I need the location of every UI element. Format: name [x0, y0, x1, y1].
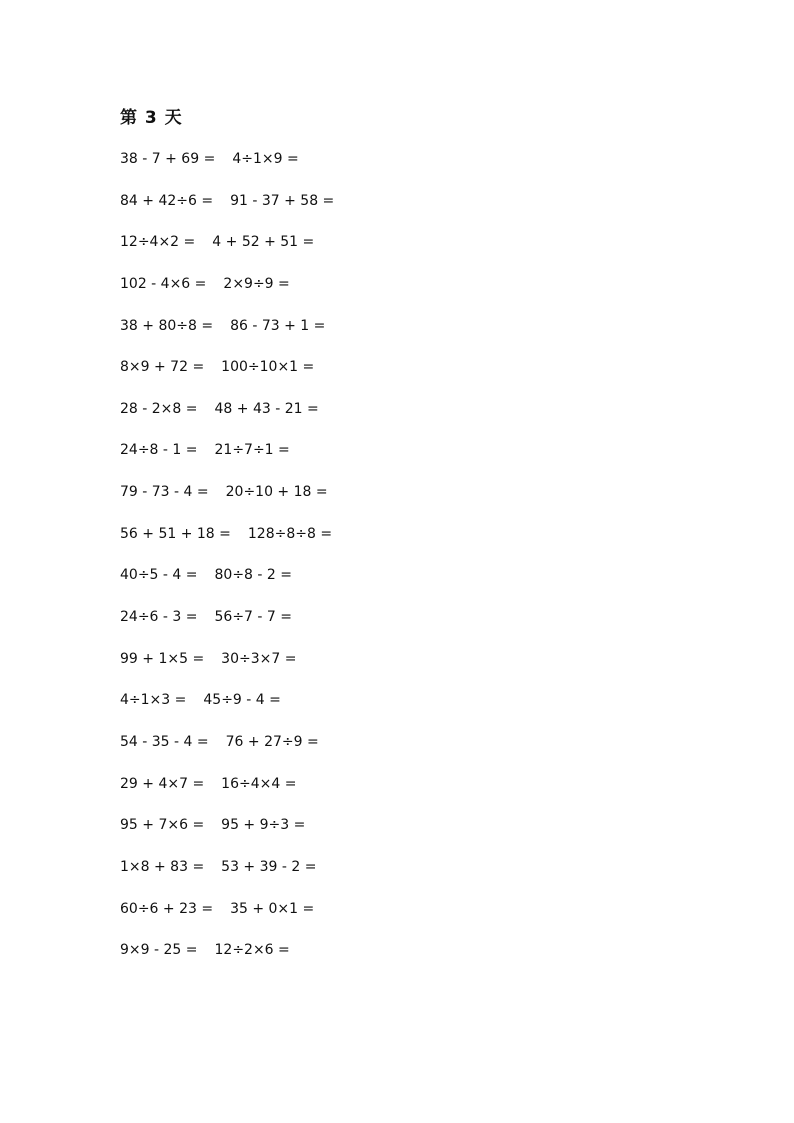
- arithmetic-problem: 29 + 4×7 =: [120, 775, 205, 792]
- arithmetic-problem: 76 + 27÷9 =: [225, 733, 319, 750]
- arithmetic-problem: 80÷8 - 2 =: [214, 567, 292, 584]
- problem-row: [120, 606, 720, 648]
- problem-row: [120, 148, 720, 190]
- arithmetic-problem: 9×9 - 25 =: [120, 942, 198, 959]
- problem-list: [120, 148, 720, 981]
- problem-row: [120, 564, 720, 606]
- problem-row: [120, 648, 720, 690]
- page-title: 第 3 天: [120, 108, 183, 128]
- arithmetic-problem: 100÷10×1 =: [221, 359, 315, 376]
- arithmetic-problem: 12÷2×6 =: [214, 942, 290, 959]
- problem-row: [120, 190, 720, 232]
- problem-row: [120, 523, 720, 565]
- arithmetic-problem: 30÷3×7 =: [221, 650, 297, 667]
- arithmetic-problem: 4 + 52 + 51 =: [212, 234, 315, 251]
- arithmetic-problem: 1×8 + 83 =: [120, 858, 205, 875]
- problem-row: [120, 814, 720, 856]
- arithmetic-problem: 8×9 + 72 =: [120, 359, 205, 376]
- arithmetic-problem: 20÷10 + 18 =: [225, 484, 328, 501]
- arithmetic-problem: 40÷5 - 4 =: [120, 567, 198, 584]
- problem-row: [120, 273, 720, 315]
- problem-row: [120, 315, 720, 357]
- arithmetic-problem: 16÷4×4 =: [221, 775, 297, 792]
- problem-row: [120, 898, 720, 940]
- arithmetic-problem: 38 + 80÷8 =: [120, 317, 214, 334]
- arithmetic-problem: 95 + 9÷3 =: [221, 817, 306, 834]
- problem-row: [120, 439, 720, 481]
- arithmetic-problem: 28 - 2×8 =: [120, 400, 198, 417]
- arithmetic-problem: 86 - 73 + 1 =: [230, 317, 326, 334]
- problem-row: [120, 773, 720, 815]
- arithmetic-problem: 35 + 0×1 =: [230, 900, 315, 917]
- arithmetic-problem: 38 - 7 + 69 =: [120, 151, 216, 167]
- problem-row: [120, 856, 720, 898]
- problem-row: [120, 481, 720, 523]
- arithmetic-problem: 53 + 39 - 2 =: [221, 858, 317, 875]
- arithmetic-problem: 79 - 73 - 4 =: [120, 484, 209, 501]
- arithmetic-problem: 24÷8 - 1 =: [120, 442, 198, 459]
- arithmetic-problem: 54 - 35 - 4 =: [120, 733, 209, 750]
- problem-row: [120, 398, 720, 440]
- arithmetic-problem: 56 + 51 + 18 =: [120, 525, 231, 542]
- arithmetic-problem: 21÷7÷1 =: [214, 442, 290, 459]
- arithmetic-problem: 84 + 42÷6 =: [120, 192, 214, 209]
- problem-row: [120, 356, 720, 398]
- arithmetic-problem: 48 + 43 - 21 =: [214, 400, 319, 417]
- arithmetic-problem: 102 - 4×6 =: [120, 275, 207, 292]
- problem-row: [120, 231, 720, 273]
- arithmetic-problem: 128÷8÷8 =: [247, 525, 333, 542]
- arithmetic-problem: 91 - 37 + 58 =: [230, 192, 335, 209]
- problem-row: [120, 939, 720, 981]
- arithmetic-problem: 95 + 7×6 =: [120, 817, 205, 834]
- arithmetic-problem: 4÷1×3 =: [120, 692, 187, 709]
- arithmetic-problem: 12÷4×2 =: [120, 234, 196, 251]
- arithmetic-problem: 56÷7 - 7 =: [214, 609, 292, 626]
- arithmetic-problem: 2×9÷9 =: [223, 275, 290, 292]
- arithmetic-problem: 24÷6 - 3 =: [120, 609, 198, 626]
- problem-row: [120, 731, 720, 773]
- problem-row: [120, 689, 720, 731]
- arithmetic-problem: 45÷9 - 4 =: [203, 692, 281, 709]
- arithmetic-problem: 4÷1×9 =: [232, 151, 299, 167]
- arithmetic-problem: 99 + 1×5 =: [120, 650, 205, 667]
- arithmetic-problem: 60÷6 + 23 =: [120, 900, 214, 917]
